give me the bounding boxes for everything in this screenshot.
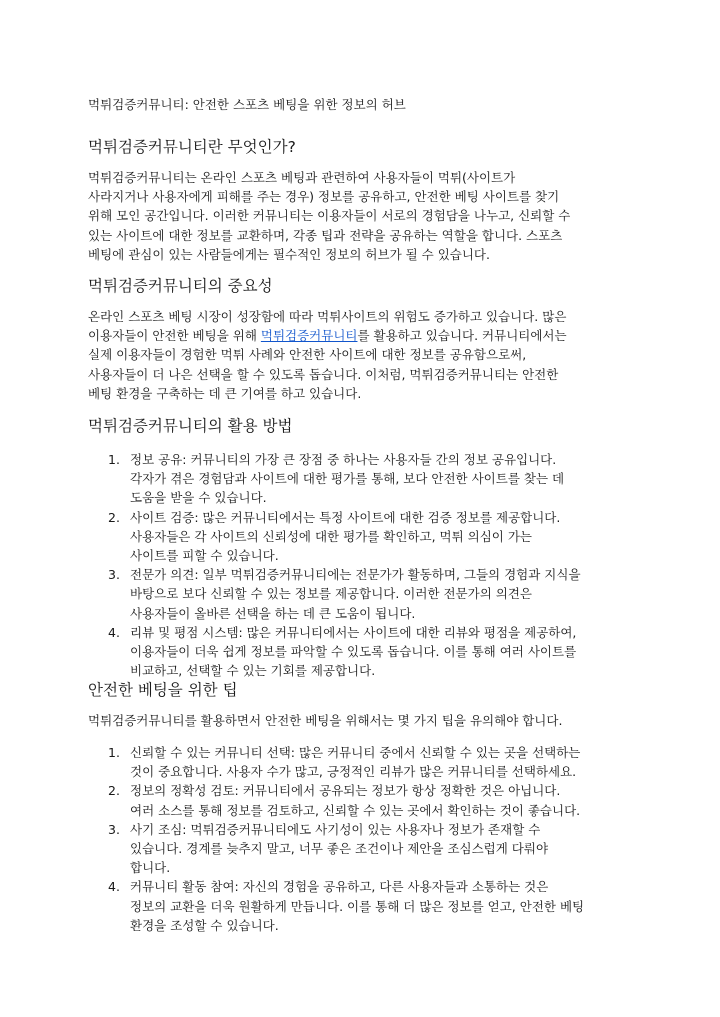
list-line: 각자가 겪은 경험담과 사이트에 대한 평가를 통해, 보다 안전한 사이트를 찾는 데 xyxy=(130,471,565,487)
list-item xyxy=(88,820,648,878)
document-title: 먹튀검증커뮤니티: 안전한 스포츠 베팅을 위한 정보의 허브 xyxy=(88,97,406,112)
list-line: 환경을 조성할 수 있습니다. xyxy=(130,917,279,933)
list-line: 있습니다. 경계를 늦추지 말고, 너무 좋은 조건이나 제안을 조심스럽게 다뤄야 xyxy=(130,841,549,857)
paragraph-line: 베팅에 관심이 있는 사람들에게는 필수적인 정보의 허브가 될 수 있습니다. xyxy=(88,246,490,262)
list-number: 3. xyxy=(108,567,120,583)
list-item xyxy=(88,743,648,781)
tips-list xyxy=(88,743,648,935)
list-line: 사기 조심: 먹튀검증커뮤니티에도 사기성이 있는 사용자나 정보가 존재할 수 xyxy=(130,821,541,837)
list-number: 3. xyxy=(108,821,120,837)
list-item xyxy=(88,565,648,623)
section-heading-usage: 먹튀검증커뮤니티의 활용 방법 xyxy=(88,417,293,435)
paragraph-line xyxy=(88,326,648,345)
list-line: 커뮤니티 활동 참여: 자신의 경험을 공유하고, 다른 사용자들과 소통하는 것은 xyxy=(130,879,549,895)
list-line: 여러 소스를 통해 정보를 검토하고, 신뢰할 수 있는 곳에서 확인하는 것이 좋습니다. xyxy=(130,802,581,818)
list-line: 바탕으로 보다 신뢰할 수 있는 정보를 제공합니다. 이러한 전문가의 의견은 xyxy=(130,586,532,602)
list-line: 도움을 받을 수 있습니다. xyxy=(130,490,267,506)
list-number: 4. xyxy=(108,879,120,895)
list-line: 정보 공유: 커뮤니티의 가장 큰 장점 중 하나는 사용자들 간의 정보 공유입니다. xyxy=(130,452,557,467)
list-line: 사용자들이 올바른 선택을 하는 데 큰 도움이 됩니다. xyxy=(130,605,416,621)
list-number: 4. xyxy=(108,624,120,640)
paragraph-line: 먹튀검증커뮤니티는 온라인 스포츠 베팅과 관련하여 사용자들이 먹튀(사이트가 xyxy=(88,170,516,185)
tips-intro: 먹튀검증커뮤니티를 활용하면서 안전한 베팅을 위해서는 몇 가지 팁을 유의해야 합니다. xyxy=(88,713,563,728)
section-heading-what: 먹튀검증커뮤니티란 무엇인가? xyxy=(88,138,296,156)
section-heading-importance: 먹튀검증커뮤니티의 중요성 xyxy=(88,277,273,295)
paragraph-line: 사라지거나 사용자에게 피해를 주는 경우) 정보를 공유하고, 안전한 베팅 사이트를 찾기 xyxy=(88,189,560,205)
list-number: 2. xyxy=(108,783,120,799)
paragraph-line: 있는 사이트에 대한 정보를 교환하며, 각종 팁과 전략을 공유하는 역할을 합니다. 스포츠 xyxy=(88,227,563,243)
list-number: 1. xyxy=(108,452,120,467)
list-item xyxy=(88,623,648,681)
list-item xyxy=(88,450,648,508)
list-item xyxy=(88,877,648,935)
section-body-what xyxy=(88,168,648,264)
list-line: 전문가 의견: 일부 먹튀검증커뮤니티에는 전문가가 활동하며, 그들의 경험과 지식을 xyxy=(130,567,581,583)
paragraph-text: 이용자들이 안전한 베팅을 위해 xyxy=(88,328,261,344)
list-line: 것이 중요합니다. 사용자 수가 많고, 긍정적인 리뷰가 많은 커뮤니티를 선택하세요. xyxy=(130,764,577,780)
list-line: 사이트를 피할 수 있습니다. xyxy=(130,548,279,564)
list-item xyxy=(88,508,648,566)
list-line: 정보의 교환을 더욱 원활하게 만듭니다. 이를 통해 더 많은 정보를 얻고, 안전한 베팅 xyxy=(130,898,585,914)
list-line: 합니다. xyxy=(130,860,171,876)
list-number: 2. xyxy=(108,509,120,525)
section-body-importance xyxy=(88,307,648,403)
community-link[interactable]: 먹튀검증커뮤니티 xyxy=(260,328,358,344)
section-heading-tips: 안전한 베팅을 위한 팁 xyxy=(88,681,238,699)
list-number: 1. xyxy=(108,745,120,760)
usage-list xyxy=(88,450,648,680)
paragraph-line: 실제 이용자들이 경험한 먹튀 사례와 안전한 사이트에 대한 정보를 공유함으로써, xyxy=(88,347,527,363)
paragraph-text: 를 활용하고 있습니다. 커뮤니티에서는 xyxy=(357,328,567,344)
list-line: 정보의 정확성 검토: 커뮤니티에서 공유되는 정보가 항상 정확한 것은 아닙니다. xyxy=(130,783,561,799)
paragraph-line: 사용자들이 더 나은 선택을 할 수 있도록 돕습니다. 이처럼, 먹튀검증커뮤니티는 안전한 xyxy=(88,366,559,382)
paragraph-line: 위해 모인 공간입니다. 이러한 커뮤니티는 이용자들이 서로의 경험담을 나누고, 신뢰할 수 xyxy=(88,208,571,224)
list-line: 신뢰할 수 있는 커뮤니티 선택: 많은 커뮤니티 중에서 신뢰할 수 있는 곳을 선택하는 xyxy=(130,745,581,760)
list-line: 리뷰 및 평점 시스템: 많은 커뮤니티에서는 사이트에 대한 리뷰와 평점을 제공하여, xyxy=(130,624,577,640)
list-line: 사용자들은 각 사이트의 신뢰성에 대한 평가를 확인하고, 먹튀 의심이 가는 xyxy=(130,528,532,544)
list-item xyxy=(88,781,648,819)
paragraph-line: 온라인 스포츠 베팅 시장이 성장함에 따라 먹튀사이트의 위험도 증가하고 있습니다. 많은 xyxy=(88,309,567,324)
list-line: 사이트 검증: 많은 커뮤니티에서는 특정 사이트에 대한 검증 정보를 제공합니다. xyxy=(130,509,561,525)
list-line: 비교하고, 선택할 수 있는 기회를 제공합니다. xyxy=(130,663,376,679)
paragraph-line: 베팅 환경을 구축하는 데 큰 기여를 하고 있습니다. xyxy=(88,385,362,401)
list-line: 이용자들이 더욱 쉽게 정보를 파악할 수 있도록 돕습니다. 이를 통해 여러 사이트를 xyxy=(130,644,577,660)
